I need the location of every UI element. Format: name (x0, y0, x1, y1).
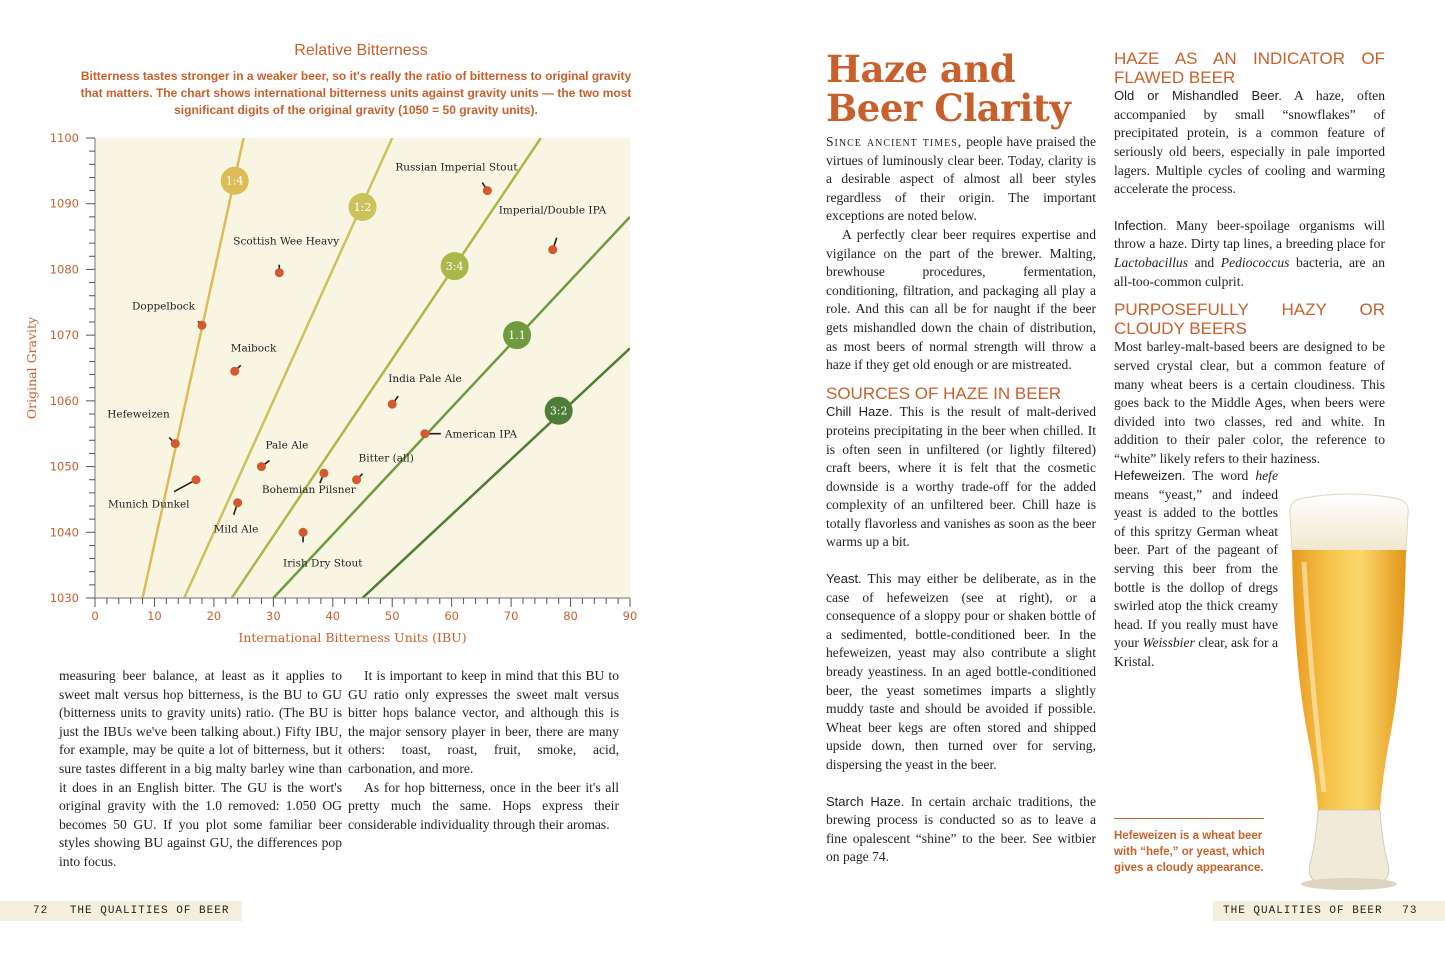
data-point (198, 321, 207, 330)
y-tick-label: 1070 (49, 328, 79, 343)
page-title: Haze and Beer Clarity (826, 47, 1071, 130)
intro-paragraph (826, 133, 1096, 226)
left-folio (0, 901, 242, 921)
lead-in: Since ancient times, (826, 134, 963, 149)
point-label: Munich Dunkel (108, 498, 190, 511)
paragraph-text: Many beer-spoilage organisms will throw a haze. Dirty tap lines, a breeding place for (1114, 217, 1385, 252)
point-label: Scottish Wee Heavy (233, 235, 340, 248)
page-number: 72 (33, 905, 49, 917)
y-axis-label: Original Gravity (24, 316, 39, 420)
paragraph-text: In certain archaic traditions, the brewing process is conducted so as to leave a fine opalescent “shine” to the beer. See witbier on page 74. (826, 793, 1096, 865)
data-point (420, 429, 429, 438)
data-point (233, 498, 242, 507)
paragraph-text: clear, ask for a Kristal. (1114, 635, 1278, 669)
paragraph: A perfectly clear beer requires expertise and vigilance on the part of the brewer. Malting, brewhouse procedures, fermentation, conditioning, filtration, and packaging all play a role. And this can all be for naught if the beer gets mishandled down the chain of distribution, as most beers of normal strength will throw a haze if they get old enough or are mistreated. (826, 226, 1096, 373)
body-column-left (826, 133, 1096, 867)
chill-haze-paragraph (826, 403, 1096, 552)
x-tick-label: 20 (206, 609, 222, 623)
run-in-term: Starch Haze. (826, 793, 905, 809)
paragraph: measuring beer balance, at least as it applies to sweet malt versus hop bitterness, is the BU to GU (bitterness units to gravity units) ratio. (The BU is just the IBUs we've been talking about.) Fifty IBU, for example, may be quite a lot of bitterness, but it sure tastes different in a big malty barley wine than it does in an English bitter. The GU is the wort's original gravity with the 1.0 removed: 1.050 OG becomes 50 GU. If you plot some familiar beer styles showing BU against GU, the differences pop into focus. (59, 668, 342, 869)
y-tick-label: 1060 (49, 393, 79, 408)
ratio-badge-label: 1.1 (508, 329, 526, 343)
right-folio (1213, 901, 1445, 921)
data-point (388, 400, 397, 409)
x-tick-label: 0 (91, 609, 99, 623)
section-heading-flawed: HAZE AS AN INDICATOR OF FLAWED BEER (1114, 49, 1385, 87)
point-label: Bitter (all) (358, 452, 414, 465)
paragraph-text: This is the result of malt-derived proteins precipitating in the beer when chilled. It is often seen in unfiltered (or lightly filtered) craft beers, where it is felt that the cosmetic downside is a worthy trade-off for the added complexity of an unfiltered beer. Chill haze is totally flavorless and vanishes as soon as the beer warms up a bit. (826, 404, 1096, 550)
point-label: Russian Imperial Stout (395, 161, 518, 174)
hefeweizen-column (1114, 467, 1278, 672)
x-tick-label: 90 (622, 609, 638, 623)
data-point (257, 462, 266, 471)
run-in-term: Hefeweizen. (1114, 468, 1186, 483)
italic-term: Pediococcus (1220, 254, 1290, 270)
point-label: Mild Ale (213, 523, 259, 536)
x-tick-label: 80 (563, 609, 578, 623)
y-tick-label: 1090 (49, 196, 79, 211)
point-label: Pale Ale (265, 439, 309, 452)
point-label: Doppelbock (132, 300, 196, 313)
run-in-term: Old or Mishandled Beer. (1114, 88, 1282, 104)
paragraph-text: means “yeast,” and indeed yeast is added to the bottles of this spritzy German wheat beer. Part of the pageant of serving this beer from the bottle is the dollop of dregs swirled atop the thick creamy head. If you really must have your (1114, 486, 1278, 651)
chart-title: Relative Bitterness (294, 42, 428, 59)
body-column-2 (348, 667, 619, 834)
yeast-paragraph (826, 570, 1096, 775)
paragraph-text: A haze, often accompanied by small “snowflakes” of precipitated protein, is a common feature of seriously old beers, especially in pale imported lagers. Multiple cycles of cooling and warming accelerate the process. (1114, 88, 1385, 197)
x-axis-label: International Bitterness Units (IBU) (238, 630, 467, 645)
data-point (299, 528, 308, 537)
right-page (722, 0, 1445, 954)
point-label: India Pale Ale (388, 373, 462, 386)
body-column-right (1114, 50, 1385, 468)
ratio-badge-label: 3:2 (549, 404, 568, 418)
x-tick-label: 40 (325, 609, 341, 623)
chart-subtitle: Bitterness tastes stronger in a weaker beer, so it's really the ratio of bitterness to original gravity that matters. The chart shows international bitterness units against gravity units — the two most significant digits of the original gravity (1050 = 50 gravity units). (80, 69, 632, 117)
data-point (548, 245, 557, 254)
x-tick-label: 30 (266, 609, 281, 623)
paragraph-text: The word (1185, 468, 1256, 483)
data-point (275, 268, 284, 277)
data-point (171, 439, 180, 448)
ratio-badge-label: 1:2 (353, 201, 372, 214)
section-heading-hazy: PURPOSEFULLY HAZY OR CLOUDY BEERS (1114, 300, 1385, 338)
italic-term: Lactobacillus (1114, 254, 1189, 270)
body-column-1 (59, 667, 342, 872)
italic-term: Weissbier (1142, 635, 1195, 651)
y-tick-label: 1030 (49, 591, 79, 605)
run-in-term: Infection. (1114, 217, 1167, 233)
starch-haze-paragraph (826, 793, 1096, 867)
ratio-badge-label: 3:4 (445, 260, 464, 274)
intro-text: people have praised the virtues of luminously clear beer. Today, clarity is a desirable aspect of almost all beer styles regardless of their origin. The important exceptions are noted below. (826, 134, 1097, 224)
data-point (319, 469, 328, 478)
data-point (352, 475, 361, 484)
running-head: THE QUALITIES OF BEER (69, 905, 230, 917)
italic-term: hefe (1255, 468, 1278, 483)
x-tick-label: 10 (147, 609, 162, 623)
point-label: Imperial/Double IPA (498, 204, 607, 217)
run-in-term: Yeast. (826, 571, 862, 587)
paragraph-text: bacteria, are an all-too-common culprit. (1114, 254, 1385, 289)
caption-rule (1114, 818, 1264, 819)
paragraph: As for hop bitterness, once in the beer it's all pretty much the same. Hops express their considerable individuality through their aromas. (348, 779, 619, 832)
left-page (0, 0, 722, 954)
ratio-badge-label: 1:4 (225, 174, 244, 188)
x-tick-label: 70 (503, 609, 519, 623)
point-label: Hefeweizen (107, 408, 170, 421)
point-label: Irish Dry Stout (283, 557, 363, 570)
hefeweizen-paragraph (1114, 467, 1278, 672)
point-label: Bohemian Pilsner (261, 484, 356, 497)
image-caption: Hefeweizen is a wheat beer with “hefe,” or yeast, which gives a cloudy appearance. (1114, 830, 1265, 874)
infection-paragraph (1114, 217, 1385, 291)
page-number: 73 (1402, 905, 1418, 917)
paragraph: It is important to keep in mind that this BU to GU ratio only expresses the sweet malt versus bitter hops balance vector, and although this is the major sensory player in beer, there are many others: toast, roast, fruit, smoke, acid, carbonation, and more. (348, 668, 619, 776)
point-label: American IPA (444, 428, 518, 441)
running-head: THE QUALITIES OF BEER (1223, 905, 1383, 917)
y-tick-label: 1040 (49, 525, 79, 540)
run-in-term: Chill Haze. (826, 404, 893, 420)
data-point (483, 186, 492, 195)
paragraph-text: This may either be deliberate, as in the case of hefeweizen (see at right), or a consequence of a sloppy pour or shaken bottle of a sedimented, bottle-conditioned beer. In the hefeweizen, yeast may also contribute a slight bready yeastiness. In an aged bottle-conditioned beer, the yeast sometimes imparts a slightly muddy taste and should be avoided if possible. Wheat beer kegs are often stored and shipped upside down, then turned over for serving, dispersing the yeast in the beer. (826, 571, 1096, 772)
point-label: Maibock (230, 342, 277, 355)
bitterness-chart (0, 120, 700, 650)
wheat-beer-glass-image (1284, 492, 1414, 892)
x-tick-label: 50 (384, 609, 400, 623)
y-tick-label: 1080 (49, 262, 79, 277)
x-tick-label: 60 (444, 609, 459, 623)
data-point (192, 475, 201, 484)
y-tick-label: 1100 (49, 131, 79, 145)
old-beer-paragraph (1114, 87, 1385, 199)
y-tick-label: 1050 (49, 459, 79, 474)
paragraph: Most barley-malt-based beers are designed to be served crystal clear, but a common feature of many wheat beers is a certain cloudiness. This goes back to the Middle Ages, when beers were divided into two classes, red and white. In addition to their paler color, the reference to “white” likely refers to their haziness. (1114, 339, 1385, 466)
data-point (230, 367, 239, 376)
paragraph-text: and (1188, 254, 1221, 270)
section-heading-sources: SOURCES OF HAZE IN BEER (826, 383, 1062, 403)
